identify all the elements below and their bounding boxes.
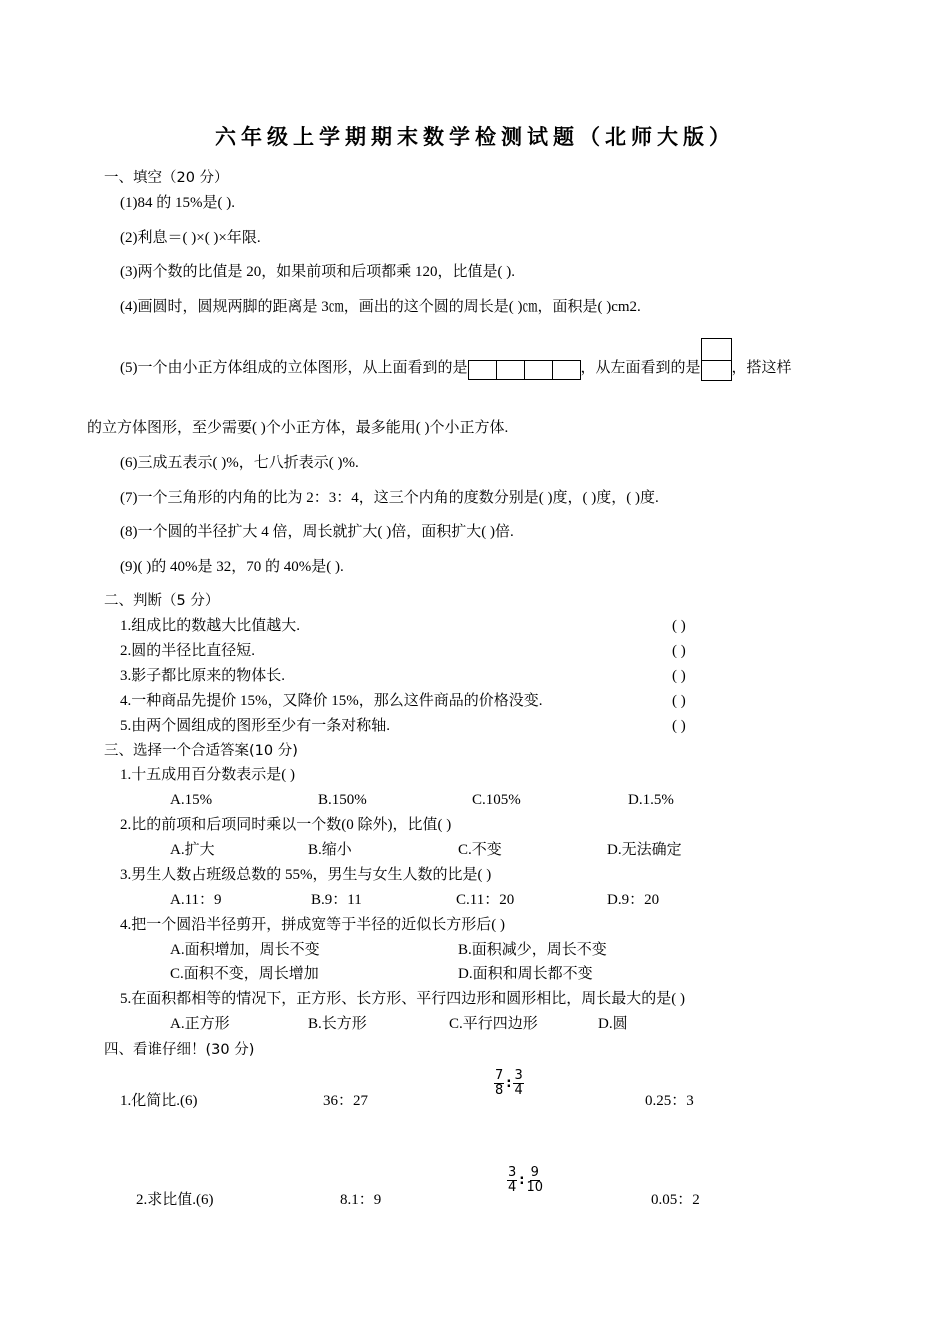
- judge-item-2: 2.圆的半径比直径短.: [120, 643, 256, 659]
- choice-q5-option-b: B.长方形: [308, 1016, 367, 1032]
- fill-blank-q1: (1)84 的 15%是( ).: [120, 195, 235, 211]
- choice-q5-option-d: D.圆: [598, 1016, 628, 1032]
- judge-item-1: 1.组成比的数越大比值越大.: [120, 618, 301, 634]
- judge-answer-3: ( ): [672, 668, 686, 684]
- fill-blank-q6: (6)三成五表示( )%，七八折表示( )%.: [120, 455, 359, 471]
- fill-blank-q3: (3)两个数的比值是 20，如果前项和后项都乘 120，比值是( ).: [120, 264, 515, 280]
- choice-q1-option-b: B.150%: [318, 792, 367, 808]
- ratio-value-c: 0.05：2: [651, 1192, 700, 1208]
- simplify-ratio-c: 0.25：3: [645, 1093, 694, 1109]
- fraction-denominator: 4: [508, 1180, 517, 1195]
- fraction-numerator: 7: [495, 1068, 504, 1083]
- fraction-numerator: 3: [514, 1068, 523, 1083]
- choice-q5: 5.在面积都相等的情况下，正方形、长方形、平行四边形和圆形相比，周长最大的是( ): [120, 991, 685, 1007]
- choice-q3-option-d: D.9：20: [607, 892, 660, 908]
- judge-answer-4: ( ): [672, 693, 686, 709]
- choice-q5-option-a: A.正方形: [170, 1016, 230, 1032]
- choice-q2-option-a: A.扩大: [170, 842, 215, 858]
- choice-q1-option-c: C.105%: [472, 792, 521, 808]
- choice-q3-option-a: A.11：9: [170, 892, 222, 908]
- judge-answer-1: ( ): [672, 618, 686, 634]
- fill-blank-q5-line2: 的立方体图形，至少需要( )个小正方体，最多能用( )个小正方体.: [87, 420, 509, 436]
- choice-q4-option-d: D.面积和周长都不变: [458, 966, 593, 982]
- choice-q4-option-b: B.面积减少，周长不变: [458, 942, 607, 958]
- fraction-denominator: 8: [495, 1083, 504, 1098]
- ratio-value-b: $\frac{3}{4}$ : $\frac{9}{10}$: [508, 1165, 544, 1195]
- simplify-ratio-b: $\frac{7}{8}$ : $\frac{3}{4}$: [495, 1068, 523, 1098]
- q5-text-part3: ，搭这样: [731, 360, 792, 376]
- ratio-value-a: 8.1：9: [340, 1192, 382, 1208]
- page-title: 六年级上学期期末数学检测试题（北师大版）: [215, 124, 735, 149]
- fraction-numerator: 9: [530, 1165, 539, 1180]
- choice-q2-option-d: D.无法确定: [607, 842, 682, 858]
- judge-item-3: 3.影子都比原来的物体长.: [120, 668, 286, 684]
- ratio-value-label: 2.求比值.(6): [136, 1192, 214, 1208]
- choice-q5-option-c: C.平行四边形: [449, 1016, 538, 1032]
- choice-q4: 4.把一个圆沿半径剪开，拼成宽等于半径的近似长方形后( ): [120, 917, 505, 933]
- choice-q2-option-c: C.不变: [458, 842, 502, 858]
- section-4-heading: 四、看谁仔细！(30 分): [104, 1042, 255, 1058]
- choice-q3: 3.男生人数占班级总数的 55%，男生与女生人数的比是( ): [120, 867, 492, 883]
- section-2-heading: 二、判断（5 分）: [104, 593, 220, 609]
- choice-q3-option-c: C.11：20: [456, 892, 515, 908]
- fill-blank-q4: (4)画圆时，圆规两脚的距离是 3㎝，画出的这个圆的周长是( )㎝，面积是( )cm2.: [120, 299, 641, 315]
- simplify-ratio-label: 1.化简比.(6): [120, 1093, 198, 1109]
- choice-q4-option-c: C.面积不变，周长增加: [170, 966, 319, 982]
- choice-q2-option-b: B.缩小: [308, 842, 352, 858]
- fill-blank-q8: (8)一个圆的半径扩大 4 倍，周长就扩大( )倍，面积扩大( )倍.: [120, 524, 514, 540]
- fill-blank-q2: (2)利息＝( )×( )×年限.: [120, 230, 261, 246]
- judge-answer-5: ( ): [672, 718, 686, 734]
- fill-blank-q9: (9)( )的 40%是 32，70 的 40%是( ).: [120, 559, 344, 575]
- fraction-numerator: 3: [508, 1165, 517, 1180]
- q5-text-part2: ，从左面看到的是: [580, 360, 701, 376]
- judge-answer-2: ( ): [672, 643, 686, 659]
- fraction-denominator: 4: [514, 1083, 523, 1098]
- simplify-ratio-a: 36：27: [323, 1093, 369, 1109]
- fraction-denominator: 10: [526, 1180, 544, 1195]
- choice-q4-option-a: A.面积增加，周长不变: [170, 942, 320, 958]
- choice-q1-option-d: D.1.5%: [628, 792, 674, 808]
- choice-q3-option-b: B.9：11: [311, 892, 362, 908]
- choice-q2: 2.比的前项和后项同时乘以一个数(0 除外)，比值( ): [120, 817, 452, 833]
- fill-blank-q7: (7)一个三角形的内角的比为 2：3：4，这三个内角的度数分别是( )度，( )度，( )度.: [120, 490, 659, 506]
- top-view-figure: [468, 360, 581, 380]
- choice-q1-option-a: A.15%: [170, 792, 213, 808]
- fill-blank-q5: [120, 358, 792, 378]
- left-view-figure: [701, 360, 732, 380]
- q5-text-part1: (5)一个由小正方体组成的立体图形，从上面看到的是: [120, 360, 468, 376]
- section-1-heading: 一、填空（20 分）: [104, 170, 229, 186]
- judge-item-4: 4.一种商品先提价 15%，又降价 15%，那么这件商品的价格没变.: [120, 693, 543, 709]
- section-3-heading: 三、选择一个合适答案(10 分): [104, 743, 298, 759]
- judge-item-5: 5.由两个圆组成的图形至少有一条对称轴.: [120, 718, 391, 734]
- choice-q1: 1.十五成用百分数表示是( ): [120, 767, 295, 783]
